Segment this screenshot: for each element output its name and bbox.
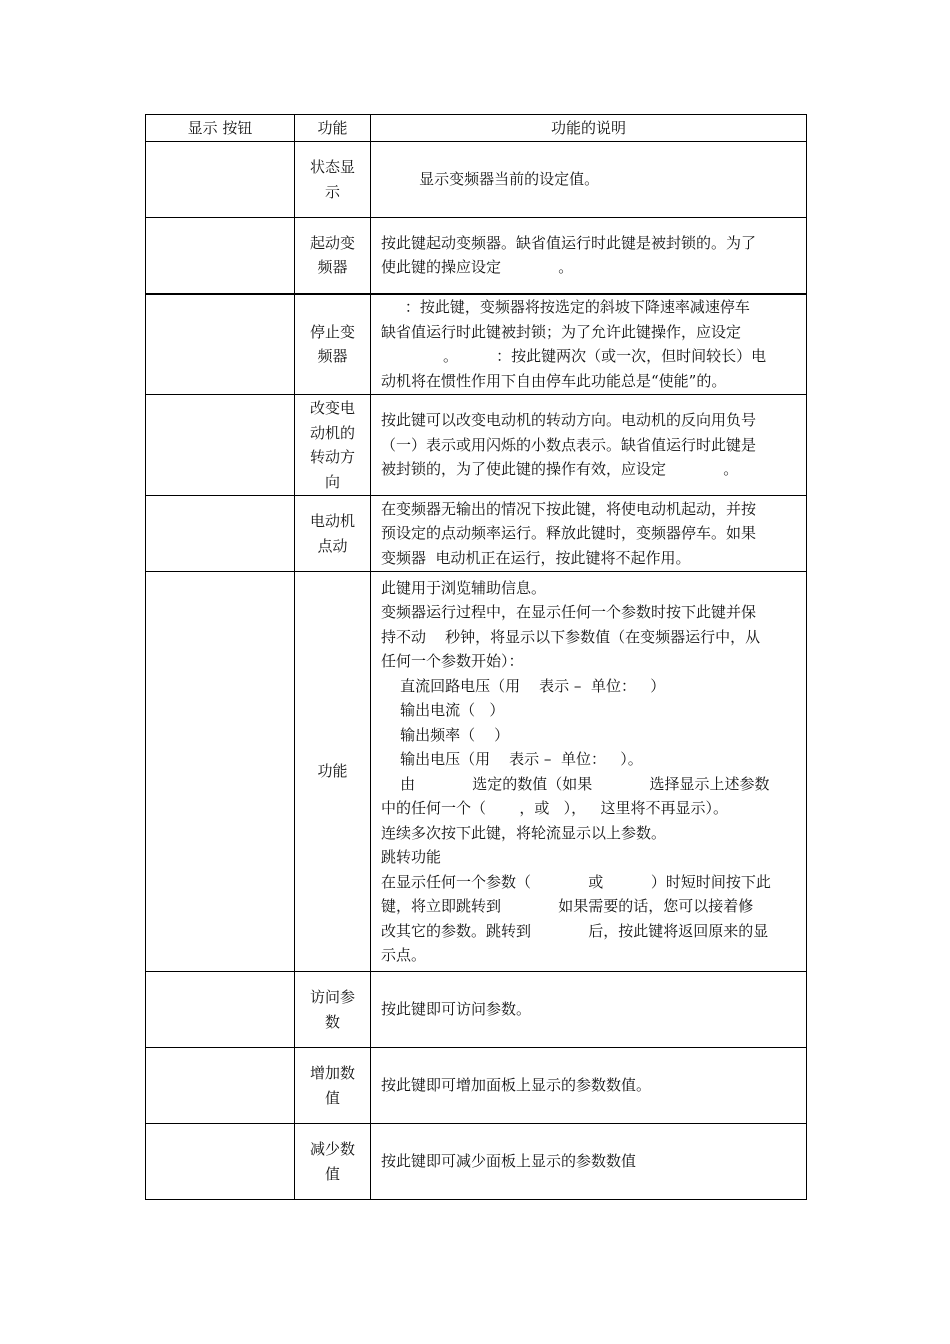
button-cell bbox=[146, 142, 295, 218]
description-cell bbox=[371, 142, 807, 218]
desc-line: 输出频率（ ） bbox=[381, 725, 510, 744]
table-row bbox=[146, 496, 807, 572]
description-cell bbox=[371, 1048, 807, 1124]
desc-line: 改其它的参数。跳转到 后，按此键将返回原来的显 bbox=[381, 921, 769, 940]
desc-line: 变频器运行过程中，在显示任何一个参数时按下此键并保 bbox=[381, 603, 757, 621]
desc-line: 。 ：按此键两次（或一次，但时间较长）电 bbox=[381, 347, 767, 366]
button-cell bbox=[146, 972, 295, 1048]
description-cell bbox=[371, 1124, 807, 1200]
desc-line: 在变频器无输出的情况下按此键，将使电动机起动，并按 bbox=[381, 499, 757, 518]
function-cell: 减少数值 bbox=[295, 1124, 371, 1200]
header-description: 功能的说明 bbox=[371, 115, 807, 142]
table-row bbox=[146, 1124, 807, 1200]
table-row bbox=[146, 218, 807, 294]
function-cell: 停止变频器 bbox=[295, 294, 371, 395]
button-cell bbox=[146, 496, 295, 572]
table-row bbox=[146, 1048, 807, 1124]
desc-line: 输出电流（ ） bbox=[381, 701, 505, 719]
description-cell bbox=[371, 294, 807, 395]
button-cell bbox=[146, 395, 295, 496]
desc-line: 直流回路电压（用 表示 – 单位： ） bbox=[381, 676, 666, 695]
function-table bbox=[145, 114, 807, 1200]
desc-line: 在显示任何一个参数（ 或 ）时短时间按下此 bbox=[381, 872, 771, 891]
header-function: 功能 bbox=[295, 115, 371, 142]
desc-line: 按此键起动变频器。缺省值运行时此键是被封锁的。为了 bbox=[381, 233, 757, 252]
desc-line: 按此键即可减少面板上显示的参数数值 bbox=[381, 1152, 637, 1171]
description-cell bbox=[371, 972, 807, 1048]
button-cell bbox=[146, 218, 295, 294]
desc-line: 由 选定的数值（如果 选择显示上述参数 bbox=[381, 774, 770, 793]
desc-line: 显示变频器当前的设定值。 bbox=[381, 170, 600, 189]
desc-line: 输出电压（用 表示 – 单位： ）。 bbox=[381, 750, 643, 768]
desc-line: 键，将立即跳转到 如果需要的话，您可以接着修 bbox=[381, 897, 754, 915]
desc-line: 示点。 bbox=[381, 946, 427, 964]
function-cell: 功能 bbox=[295, 572, 371, 972]
desc-line: 持不动 秒钟，将显示以下参数值（在变频器运行中，从 bbox=[381, 627, 761, 646]
desc-line: 跳转功能 bbox=[381, 848, 442, 866]
button-cell bbox=[146, 294, 295, 395]
table-row bbox=[146, 972, 807, 1048]
desc-line: 连续多次按下此键，将轮流显示以上参数。 bbox=[381, 823, 667, 842]
desc-line: 任何一个参数开始）： bbox=[381, 652, 524, 670]
desc-line: 此键用于浏览辅助信息。 bbox=[381, 578, 547, 597]
desc-line: 使此键的操应设定 。 bbox=[381, 258, 574, 277]
function-cell: 增加数值 bbox=[295, 1048, 371, 1124]
table-row bbox=[146, 572, 807, 972]
desc-line: ：按此键，变频器将按选定的斜坡下降速率减速停车 bbox=[381, 298, 750, 317]
table-row bbox=[146, 395, 807, 496]
desc-line: 按此键即可增加面板上显示的参数数值。 bbox=[381, 1076, 652, 1095]
function-cell: 电动机点动 bbox=[295, 496, 371, 572]
function-cell: 起动变频器 bbox=[295, 218, 371, 294]
desc-line: 预设定的点动频率运行。释放此键时，变频器停车。如果 bbox=[381, 524, 757, 543]
function-cell: 改变电动机的转动方向 bbox=[295, 395, 371, 496]
desc-line: 变频器 电动机正在运行，按此键将不起作用。 bbox=[381, 548, 691, 567]
table-header-row bbox=[146, 115, 807, 142]
table-row bbox=[146, 294, 807, 395]
desc-line: 按此键即可访问参数。 bbox=[381, 1000, 532, 1019]
desc-line: 按此键可以改变电动机的转动方向。电动机的反向用负号 bbox=[381, 411, 757, 430]
button-cell bbox=[146, 572, 295, 972]
desc-line: 被封锁的，为了使此键的操作有效，应设定 。 bbox=[381, 460, 739, 479]
desc-line: 动机将在惯性作用下自由停车此功能总是“使能”的。 bbox=[381, 371, 727, 390]
header-display-button: 显示 按钮 bbox=[146, 115, 295, 142]
desc-line: 缺省值运行时此键被封锁；为了允许此键操作，应设定 bbox=[381, 322, 742, 341]
function-cell: 访问参数 bbox=[295, 972, 371, 1048]
description-cell bbox=[371, 572, 807, 972]
table-row bbox=[146, 142, 807, 218]
description-cell bbox=[371, 496, 807, 572]
description-cell bbox=[371, 218, 807, 294]
button-cell bbox=[146, 1048, 295, 1124]
desc-line: 中的任何一个（ ，或 ）， 这里将不再显示）。 bbox=[381, 799, 728, 817]
function-cell: 状态显示 bbox=[295, 142, 371, 218]
description-cell bbox=[371, 395, 807, 496]
desc-line: （一）表示或用闪烁的小数点表示。缺省值运行时此键是 bbox=[381, 435, 757, 454]
button-cell bbox=[146, 1124, 295, 1200]
